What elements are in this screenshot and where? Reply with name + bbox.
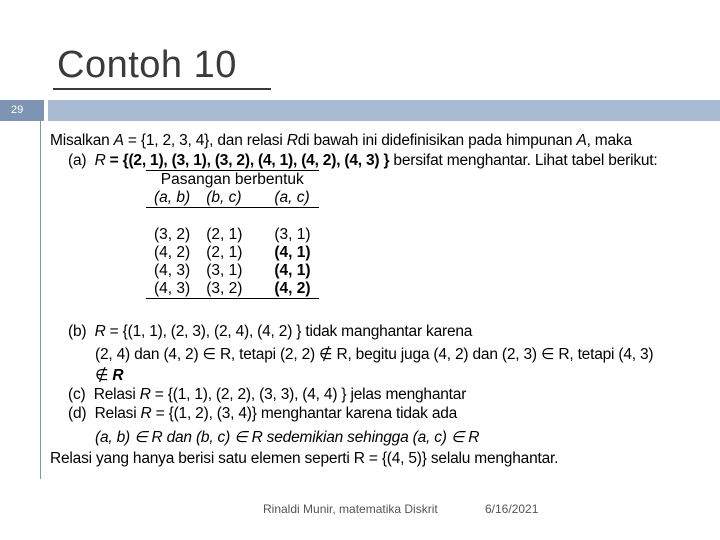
relation-r: R xyxy=(286,132,298,149)
table-cell: (3, 2) xyxy=(154,226,191,243)
set-a: A xyxy=(576,132,587,149)
item-label: (a) xyxy=(68,152,87,169)
relation-r: R xyxy=(140,405,152,422)
title-underline xyxy=(53,88,271,90)
intro-text: di bawah ini didefinisikan pada himpunan xyxy=(297,132,577,149)
item-text: Relasi xyxy=(94,405,141,422)
table-cell: (2, 1) xyxy=(206,244,243,261)
table-row xyxy=(146,262,319,280)
item-b-line3 xyxy=(95,366,123,385)
footer-date: 6/16/2021 xyxy=(485,502,539,516)
item-c xyxy=(68,386,466,404)
item-b-line2: (2, 4) dan (4, 2) ∈ R, tetapi (2, 2) ∉ R, begitu juga (4, 2) dan (2, 3) ∈ R, tetapi (4, 3) xyxy=(95,346,654,363)
table-cell: (3, 1) xyxy=(206,262,243,279)
item-d-line2: (a, b) ∈ R dan (b, c) ∈ R sedemikian sehingga (a, c) ∈ R xyxy=(95,429,480,446)
slide-title: Contoh 10 xyxy=(57,44,237,86)
relation-r: R xyxy=(112,367,124,384)
relation-definition: = {(1, 1), (2, 2), (3, 3), (4, 4) } jelas menghantar xyxy=(150,386,467,403)
relation-r: R xyxy=(94,323,106,340)
table-cell: (3, 1) xyxy=(274,226,311,243)
table-cell: (4, 1) xyxy=(274,262,311,279)
column-header: (a, c) xyxy=(250,189,318,208)
intro-text: = {1, 2, 3, 4}, dan relasi xyxy=(123,132,287,149)
intro-line xyxy=(50,132,632,150)
footer-author: Rinaldi Munir, matematika Diskrit xyxy=(263,502,438,516)
relation-r: R xyxy=(139,386,151,403)
intro-text: Misalkan xyxy=(50,132,114,149)
item-label: (b) xyxy=(68,323,87,340)
intro-text: , maka xyxy=(586,132,632,149)
item-b xyxy=(68,323,472,341)
table-header: Pasangan berbentuk xyxy=(146,171,319,190)
item-text: bersifat menghantar. Lihat tabel berikut: xyxy=(389,152,658,169)
table-cell: (4, 3) xyxy=(146,280,198,299)
table-cell: (3, 2) xyxy=(198,280,250,299)
slide-number: 29 xyxy=(0,100,44,121)
relation-definition: = {(1, 2), (3, 4)} menghantar karena tidak ada xyxy=(151,405,458,422)
relation-r: R xyxy=(94,152,106,169)
table-cell: (4, 3) xyxy=(154,262,191,279)
column-header: (a, b) xyxy=(146,189,198,208)
item-d xyxy=(68,405,457,423)
item-text: Relasi xyxy=(93,386,140,403)
item-label: (c) xyxy=(68,386,86,403)
table-cell: (4, 2) xyxy=(154,244,191,261)
relation-definition: = {(1, 1), (2, 3), (2, 4), (4, 2) } tidak manghantar karena xyxy=(105,323,473,340)
table-cell: (2, 1) xyxy=(206,226,243,243)
table-row xyxy=(146,244,319,262)
column-header: (b, c) xyxy=(198,189,250,208)
pairs-table xyxy=(146,170,319,299)
header-bar xyxy=(48,100,720,121)
set-a: A xyxy=(113,132,124,149)
not-element-symbol: ∉ xyxy=(95,367,109,384)
table-cell: (4, 2) xyxy=(250,280,318,299)
relation-definition: = {(2, 1), (3, 1), (3, 2), (4, 1), (4, 2), (4, 3) } xyxy=(105,152,390,169)
table-row xyxy=(146,226,319,244)
item-label: (d) xyxy=(68,405,87,422)
table-row xyxy=(146,280,319,299)
table-cell: (4, 1) xyxy=(274,244,311,261)
left-rule xyxy=(40,121,41,479)
item-a xyxy=(68,152,658,170)
closing-statement: Relasi yang hanya berisi satu elemen seperti R = {(4, 5)} selalu menghantar. xyxy=(50,450,559,467)
